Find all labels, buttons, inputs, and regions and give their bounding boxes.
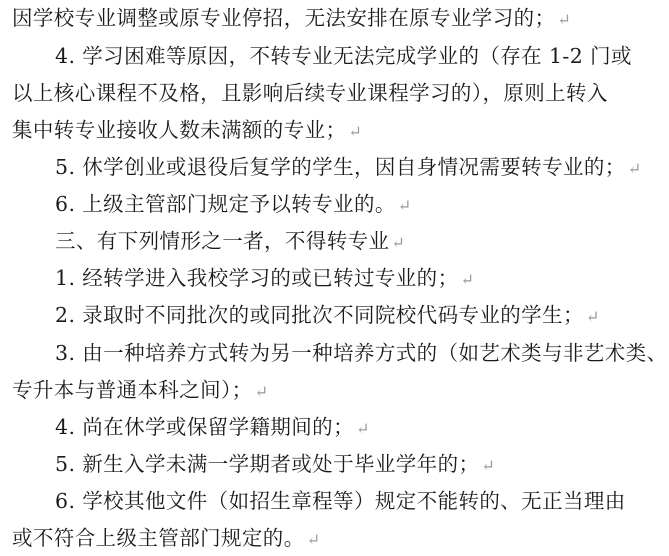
paragraph-mark: ↵: [460, 270, 475, 289]
paragraph-line: 集中转专业接收人数未满额的专业； ↵: [12, 118, 363, 142]
paragraph-mark: ↵: [306, 530, 321, 549]
paragraph-line: 3. 由一种培养方式转为另一种培养方式的（如艺术类与非艺术类、: [55, 341, 668, 365]
paragraph-line: 4. 尚在休学或保留学籍期间的； ↵: [55, 415, 370, 439]
paragraph-line: 6. 上级主管部门规定予以转专业的。 ↵: [55, 192, 412, 216]
paragraph-mark: ↵: [355, 419, 370, 438]
paragraph-mark: ↵: [585, 307, 600, 326]
paragraph-line: 1. 经转学进入我校学习的或已转过专业的； ↵: [55, 266, 475, 290]
paragraph-line: 或不符合上级主管部门规定的。 ↵: [12, 526, 321, 550]
section-heading: 三、有下列情形之一者，不得转专业 ↵: [55, 229, 406, 253]
paragraph-line: 2. 录取时不同批次的或同批次不同院校代码专业的学生； ↵: [55, 303, 600, 327]
paragraph-mark: ↵: [348, 122, 363, 141]
paragraph-line: 专升本与普通本科之间）； ↵: [12, 378, 269, 402]
paragraph-line: 4. 学习困难等原因，不转专业无法完成学业的（存在 1-2 门或: [55, 44, 632, 68]
paragraph-mark: ↵: [254, 382, 269, 401]
paragraph-mark: ↵: [391, 233, 406, 252]
paragraph-mark: ↵: [481, 456, 496, 475]
paragraph-mark: ↵: [557, 10, 572, 29]
paragraph-line: 因学校专业调整或原专业停招，无法安排在原专业学习的； ↵: [12, 6, 572, 30]
paragraph-line: 以上核心课程不及格，且影响后续专业课程学习的），原则上转入: [12, 81, 608, 105]
paragraph-mark: ↵: [627, 159, 642, 178]
paragraph-mark: ↵: [397, 196, 412, 215]
paragraph-line: 6. 学校其他文件（如招生章程等）规定不能转的、无正当理由: [55, 489, 626, 513]
paragraph-line: 5. 新生入学未满一学期者或处于毕业学年的； ↵: [55, 452, 496, 476]
paragraph-line: 5. 休学创业或退役后复学的学生，因自身情况需要转专业的； ↵: [55, 155, 642, 179]
